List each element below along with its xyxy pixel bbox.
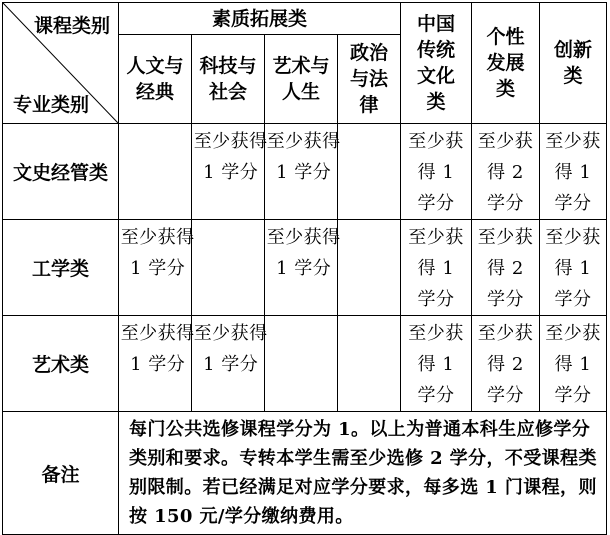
col-header-politics	[338, 35, 401, 124]
credit-cell-text: 至少获得 1 学分	[408, 131, 464, 214]
credit-cell	[338, 220, 401, 316]
credit-cell	[472, 316, 540, 412]
credit-cell-text: 至少获得 2 学分	[477, 323, 534, 406]
credit-cell	[472, 124, 540, 220]
credit-cell	[265, 124, 341, 220]
credit-cell	[401, 220, 472, 316]
table-row	[3, 220, 607, 316]
note-label: 备注	[3, 412, 119, 535]
credit-cell	[401, 124, 472, 220]
credit-cell-text: 至少获得 1 学分	[545, 131, 601, 214]
credit-cell	[540, 220, 607, 316]
credit-cell-text: 至少获得 1 学分	[408, 227, 464, 310]
credit-cell	[540, 124, 607, 220]
col-header-humanities-text: 人文与经典	[126, 55, 184, 103]
major-category-label: 专业类别	[13, 94, 90, 116]
row-header: 工学类	[3, 220, 119, 316]
col-header-arts	[265, 35, 338, 124]
credit-cell	[338, 124, 401, 220]
credit-cell	[472, 220, 540, 316]
credit-cell-text: 至少获得 1 学分	[120, 323, 195, 375]
table-row	[3, 316, 607, 412]
col-header-science-text: 科技与社会	[199, 55, 257, 103]
note-row	[3, 412, 607, 535]
col-header-arts-text: 艺术与人生	[272, 55, 330, 103]
credit-cell-text: 至少获得 1 学分	[408, 323, 464, 406]
credit-cell-text: 至少获得 1 学分	[545, 227, 601, 310]
credit-cell	[338, 316, 401, 412]
table-row	[3, 124, 607, 220]
row-header: 文史经管类	[3, 124, 119, 220]
credit-cell	[119, 124, 192, 220]
col-header-chinese-culture	[401, 3, 472, 124]
group-header-quality-expansion: 素质拓展类	[119, 3, 401, 35]
col-header-personality-text: 个性发展类	[486, 26, 525, 100]
credit-cell	[265, 220, 341, 316]
col-header-politics-text: 政治与法律	[350, 42, 389, 116]
row-header: 艺术类	[3, 316, 119, 412]
credit-cell	[401, 316, 472, 412]
credit-cell	[192, 316, 268, 412]
credit-cell	[119, 220, 195, 316]
credit-requirements-table	[2, 2, 607, 535]
col-header-science	[192, 35, 265, 124]
credit-cell-text: 至少获得 2 学分	[477, 131, 534, 214]
credit-cell-text: 至少获得 2 学分	[477, 227, 534, 310]
credit-cell-text: 至少获得 1 学分	[193, 131, 268, 183]
col-header-humanities	[119, 35, 192, 124]
col-header-innovation	[540, 3, 607, 124]
col-header-personality	[472, 3, 540, 124]
note-text: 每门公共选修课程学分为 1。以上为普通本科生应修学分类别和要求。专转本学生需至少选修 2 学分，不受课程类别限制。若已经满足对应学分要求，每多选 1 门课程，则按 150 元/学分缴纳费用。	[119, 412, 607, 535]
credit-cell	[265, 316, 338, 412]
col-header-innovation-text: 创新类	[554, 39, 593, 87]
credit-cell-text: 至少获得 1 学分	[545, 323, 601, 406]
credit-cell-text: 至少获得 1 学分	[266, 227, 341, 279]
credit-cell	[192, 124, 268, 220]
credit-cell-text: 至少获得 1 学分	[266, 131, 341, 183]
col-header-chinese-culture-text: 中国传统文化类	[417, 13, 456, 113]
diagonal-header-cell	[3, 3, 119, 124]
credit-cell	[119, 316, 195, 412]
credit-cell	[540, 316, 607, 412]
credit-cell	[192, 220, 265, 316]
course-category-label: 课程类别	[33, 15, 110, 37]
credit-cell-text: 至少获得 1 学分	[193, 323, 268, 375]
credit-cell-text: 至少获得 1 学分	[120, 227, 195, 279]
